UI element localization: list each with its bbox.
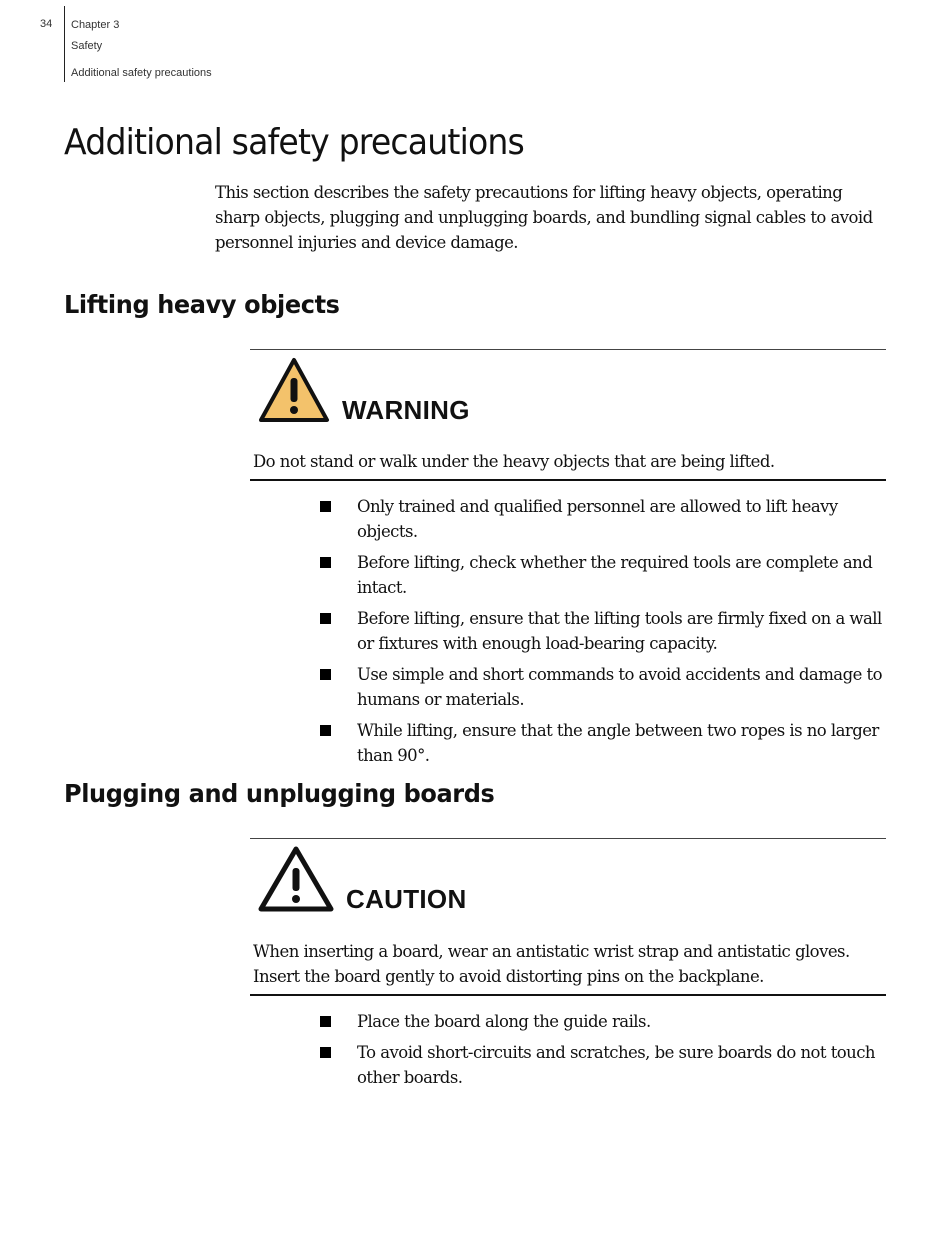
list-item-text: Use simple and short commands to avoid accidents and damage to humans or materials. [357,665,882,709]
page-number: 34 [40,18,53,30]
lifting-bullet-list [320,494,890,774]
section-heading-lifting: Lifting heavy objects [64,290,340,319]
list-item-text: Before lifting, ensure that the lifting tools are firmly fixed on a wall or fixtures with enough load-bearing capacity. [357,609,882,653]
list-item-text: To avoid short-circuits and scratches, be sure boards do not touch other boards. [357,1043,876,1087]
list-item [320,662,890,712]
list-item [320,1009,890,1034]
bullet-square-icon [320,725,331,736]
caution-signal [258,846,467,912]
bullet-square-icon [320,557,331,568]
list-item [320,1040,890,1090]
caution-signal-word: CAUTION [346,884,467,914]
running-header [71,18,212,80]
running-header-chapter: Chapter 3 [71,19,120,31]
intro-paragraph: This section describes the safety precautions for lifting heavy objects, operating sharp objects, plugging and unplugging boards, and bundling signal cables to avoid personnel injuries and device damage. [215,183,873,252]
caution-triangle-icon [258,846,334,912]
section-heading-plugging: Plugging and unplugging boards [64,779,495,808]
plugging-bullet-list [320,1009,890,1096]
list-item [320,718,890,768]
list-item-text: While lifting, ensure that the angle between two ropes is no larger than 90°. [357,721,879,765]
warning-text: Do not stand or walk under the heavy objects that are being lifted. [253,452,775,471]
bullet-square-icon [320,613,331,624]
page-title: Additional safety precautions [64,122,524,163]
list-item-text: Place the board along the guide rails. [357,1012,651,1031]
bullet-square-icon [320,669,331,680]
caution-text: When inserting a board, wear an antistatic wrist strap and antistatic gloves. Insert the board gently to avoid distorting pins on the backplane. [253,942,850,986]
list-item [320,550,890,600]
bullet-square-icon [320,501,331,512]
list-item [320,606,890,656]
warning-signal-word: WARNING [342,395,470,425]
list-item [320,494,890,544]
list-item-text: Before lifting, check whether the required tools are complete and intact. [357,553,873,597]
warning-admonition [250,349,886,481]
running-header-part: Safety [71,40,103,52]
list-item-text: Only trained and qualified personnel are allowed to lift heavy objects. [357,497,838,541]
warning-triangle-icon [258,357,330,423]
bullet-square-icon [320,1016,331,1027]
bullet-square-icon [320,1047,331,1058]
running-header-section: Additional safety precautions [71,67,212,79]
header-divider [64,6,65,82]
warning-signal [258,357,470,423]
caution-admonition [250,838,886,996]
